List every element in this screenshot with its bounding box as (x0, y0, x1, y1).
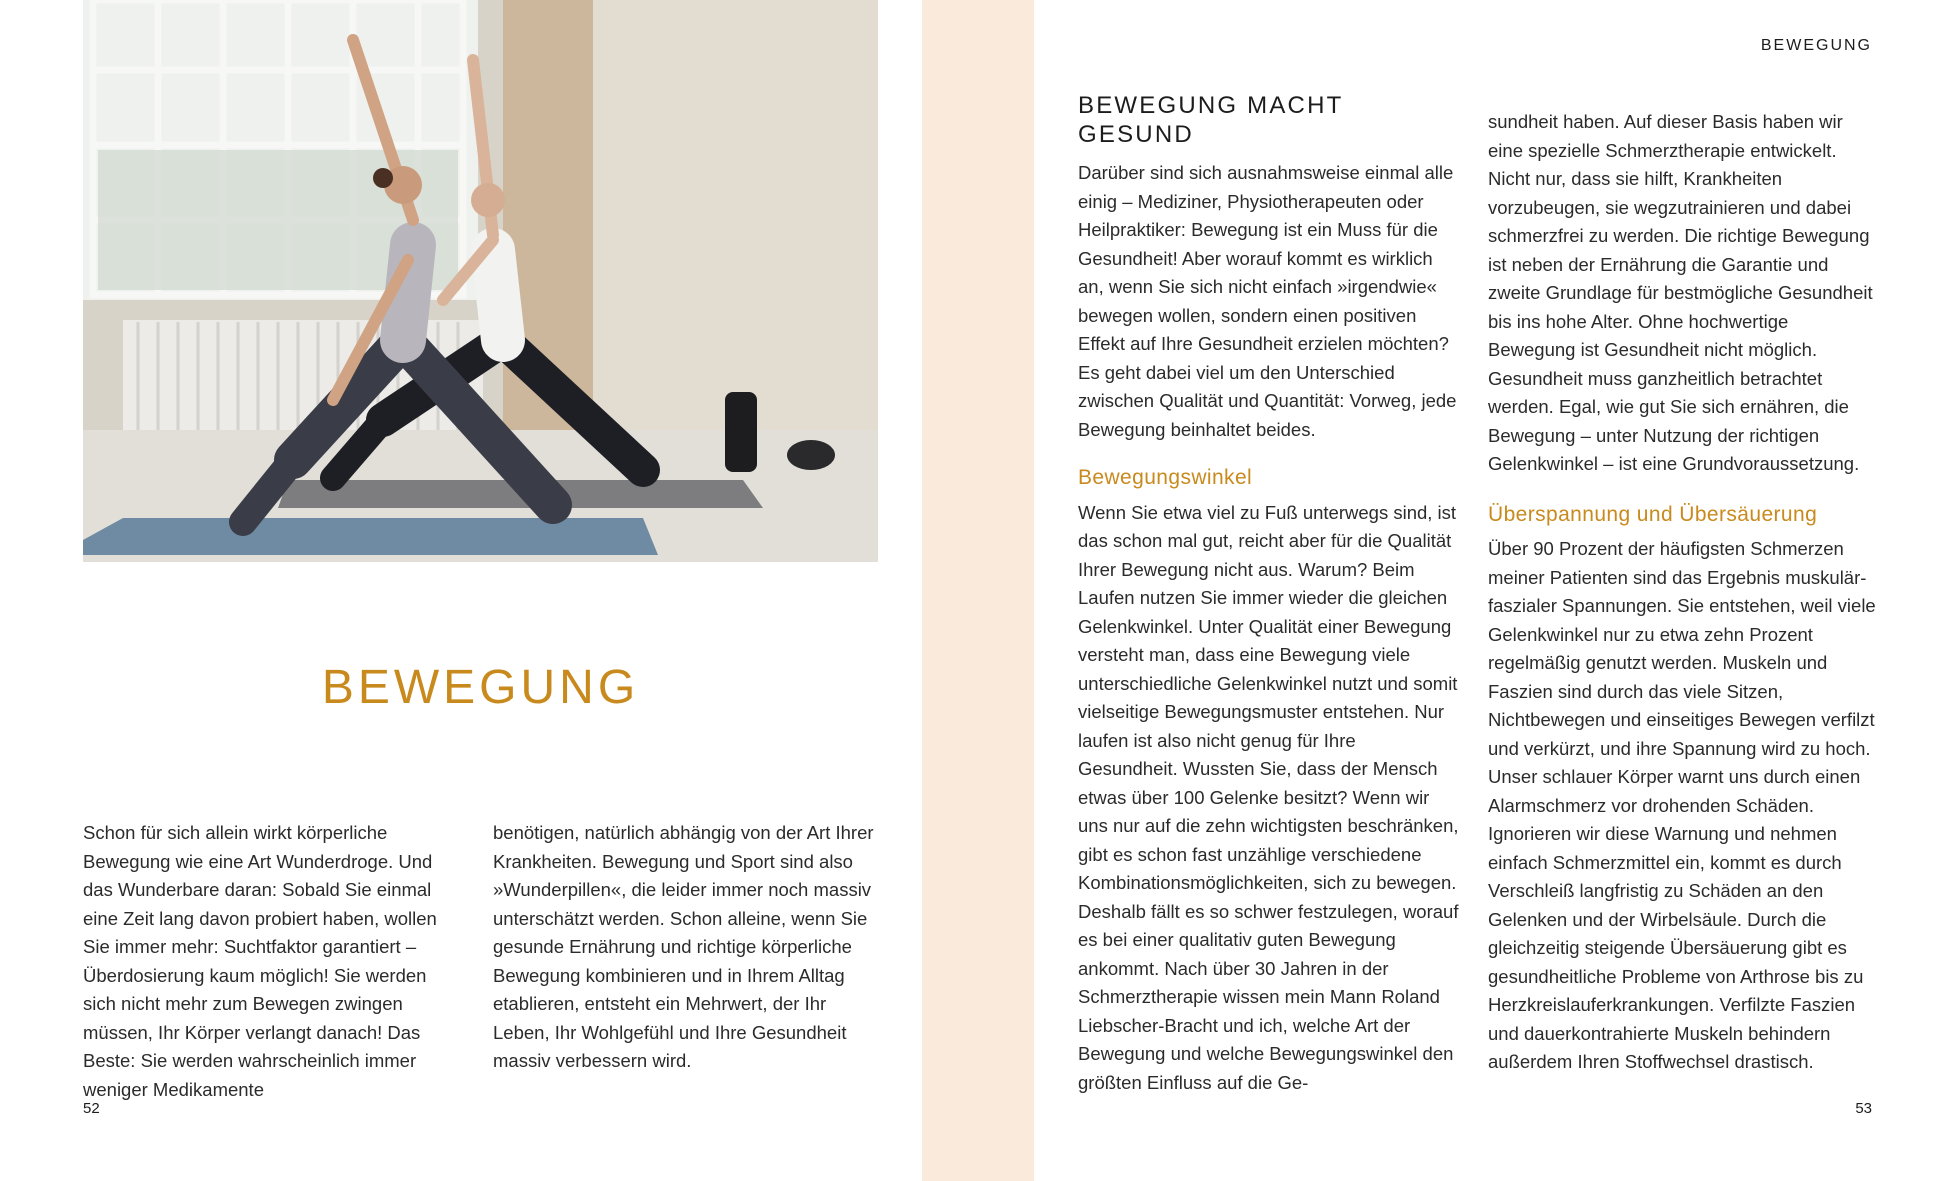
subheading-bewegungswinkel: Bewegungswinkel (1078, 466, 1253, 489)
right-text-column-2 (1488, 108, 1876, 1077)
yoga-photo-illustration (83, 0, 878, 562)
intro-paragraph-part-2: benötigen, natürlich abhängig von der Art Ihrer Krankheiten. Bewegung und Sport sind also »Wunderpillen«, die leider immer noch massiv unterschätzt werden. Schon alleine, wenn Sie gesunde Ernährung und richtige körperliche Bewegung kombinieren und in Ihrem Alltag etablieren, entsteht ein Mehrwert, der Ihr Leben, Ihr Wohlgefühl und Ihre Gesundheit massiv verbessern wird. (493, 822, 874, 1071)
page-number-left: 52 (83, 1100, 100, 1117)
intro-paragraph-part-1: Schon für sich allein wirkt körperliche Bewegung wie eine Art Wunderdroge. Und das Wunderbare daran: Sobald Sie einmal eine Zeit lang davon probiert haben, wollen Sie immer mehr: Suchtfaktor garantiert – Überdosierung kaum möglich! Sie werden sich nicht mehr zum Bewegen zwingen müssen, Ihr Körper verlangt danach! Das Beste: Sie werden wahrscheinlich immer weniger Medikamente (83, 822, 437, 1100)
subheading-ueberspannung: Überspannung und Übersäuerung (1488, 502, 1818, 526)
yoga-photo (83, 0, 878, 562)
bewegungswinkel-paragraph-continued: sundheit haben. Auf dieser Basis haben wir eine spezielle Schmerztherapie entwickelt. Nicht nur, dass sie hilft, Krankheiten vorzubeugen, sie wegzutrainieren und dabei schmerzfrei zu werden. Die richtige Bewegung ist neben der Ernährung die Garantie und zweite Grundlage für bestmögliche Gesundheit bis ins hohe Alter. Ohne hochwertige Bewegung ist Gesundheit nicht möglich. Gesundheit muss ganzheitlich betrachtet werden. Egal, wie gut Sie sich ernähren, die Bewegung – unter Nutzung der richtigen Gelenkwinkel – ist eine Grundvoraussetzung. (1488, 111, 1873, 474)
ueberspannung-paragraph: Über 90 Prozent der häufigsten Schmerzen meiner Patienten sind das Ergebnis muskulär-faszialer Spannungen. Sie entstehen, weil viele Gelenkwinkel nur zu etwa zehn Prozent regelmäßig genutzt werden. Muskeln und Faszien sind durch das viele Sitzen, Nichtbewegen und einseitiges Bewegen verfilzt und verkürzt, und ihre Spannung wird zu hoch. Unser schlauer Körper warnt uns durch einen Alarmschmerz vor drohenden Schäden. Ignorieren wir diese Warnung und nehmen einfach Schmerzmittel ein, kommt es durch Verschleiß langfristig zu Schäden an den Gelenken und der Wirbelsäule. Durch die gleichzeitig steigende Übersäuerung gibt es gesundheitliche Probleme von Arthrose bis zu Herzkreislauferkrankungen. Verfilzte Faszien und dauerkontrahierte Muskeln behindern außerdem Ihren Stoffwechsel drastisch. (1488, 538, 1876, 1072)
chapter-title: BEWEGUNG (321, 661, 640, 714)
center-gutter (922, 0, 1034, 1181)
page-number-right: 53 (1855, 1100, 1872, 1117)
section-heading: BEWEGUNG MACHT GESUND (1078, 92, 1344, 148)
bewegungswinkel-paragraph: Wenn Sie etwa viel zu Fuß unterwegs sind, ist das schon mal gut, reicht aber für die Qualität Ihrer Bewegung nicht aus. Warum? Beim Laufen nutzen Sie immer wieder die gleichen Gelenkwinkel. Unter Qualität einer Bewegung versteht man, dass eine Bewegung viele unterschiedliche Gelenkwinkel nutzt und somit vielseitige Bewegungsmuster entstehen. Nur laufen ist also nicht genug für Ihre Gesundheit. Wussten Sie, dass der Mensch etwas über 100 Gelenke besitzt? Wenn wir uns nur auf die zehn wichtigsten beschränken, gibt es schon fast unzählige verschiedene Kombinationsmöglichkeiten, sich zu bewegen. Deshalb fällt es so schwer festzulegen, worauf es bei einer qualitativ guten Bewegung ankommt. Nach über 30 Jahren in der Schmerztherapie wissen mein Mann Roland Liebscher-Bracht und ich, welche Art der Bewegung und welche Bewegungswinkel den größten Einfluss auf die Ge- (1078, 501, 1459, 1093)
left-text-column-2 (493, 819, 878, 1076)
running-head: BEWEGUNG (1760, 37, 1872, 54)
right-text-column-1 (1078, 92, 1460, 1097)
left-text-column-1 (83, 819, 458, 1104)
section-intro-paragraph: Darüber sind sich ausnahmsweise einmal alle einig – Mediziner, Physiotherapeuten oder Heilpraktiker: Bewegung ist ein Muss für die Gesundheit! Aber worauf kommt es wirklich an, wenn Sie sich nicht einfach »irgendwie« bewegen wollen, sondern einen positiven Effekt auf Ihre Gesundheit erzielen möchten? Es geht dabei viel um den Unterschied zwischen Qualität und Quantität: Vorweg, jede Bewegung beinhaltet beides. (1078, 162, 1457, 440)
